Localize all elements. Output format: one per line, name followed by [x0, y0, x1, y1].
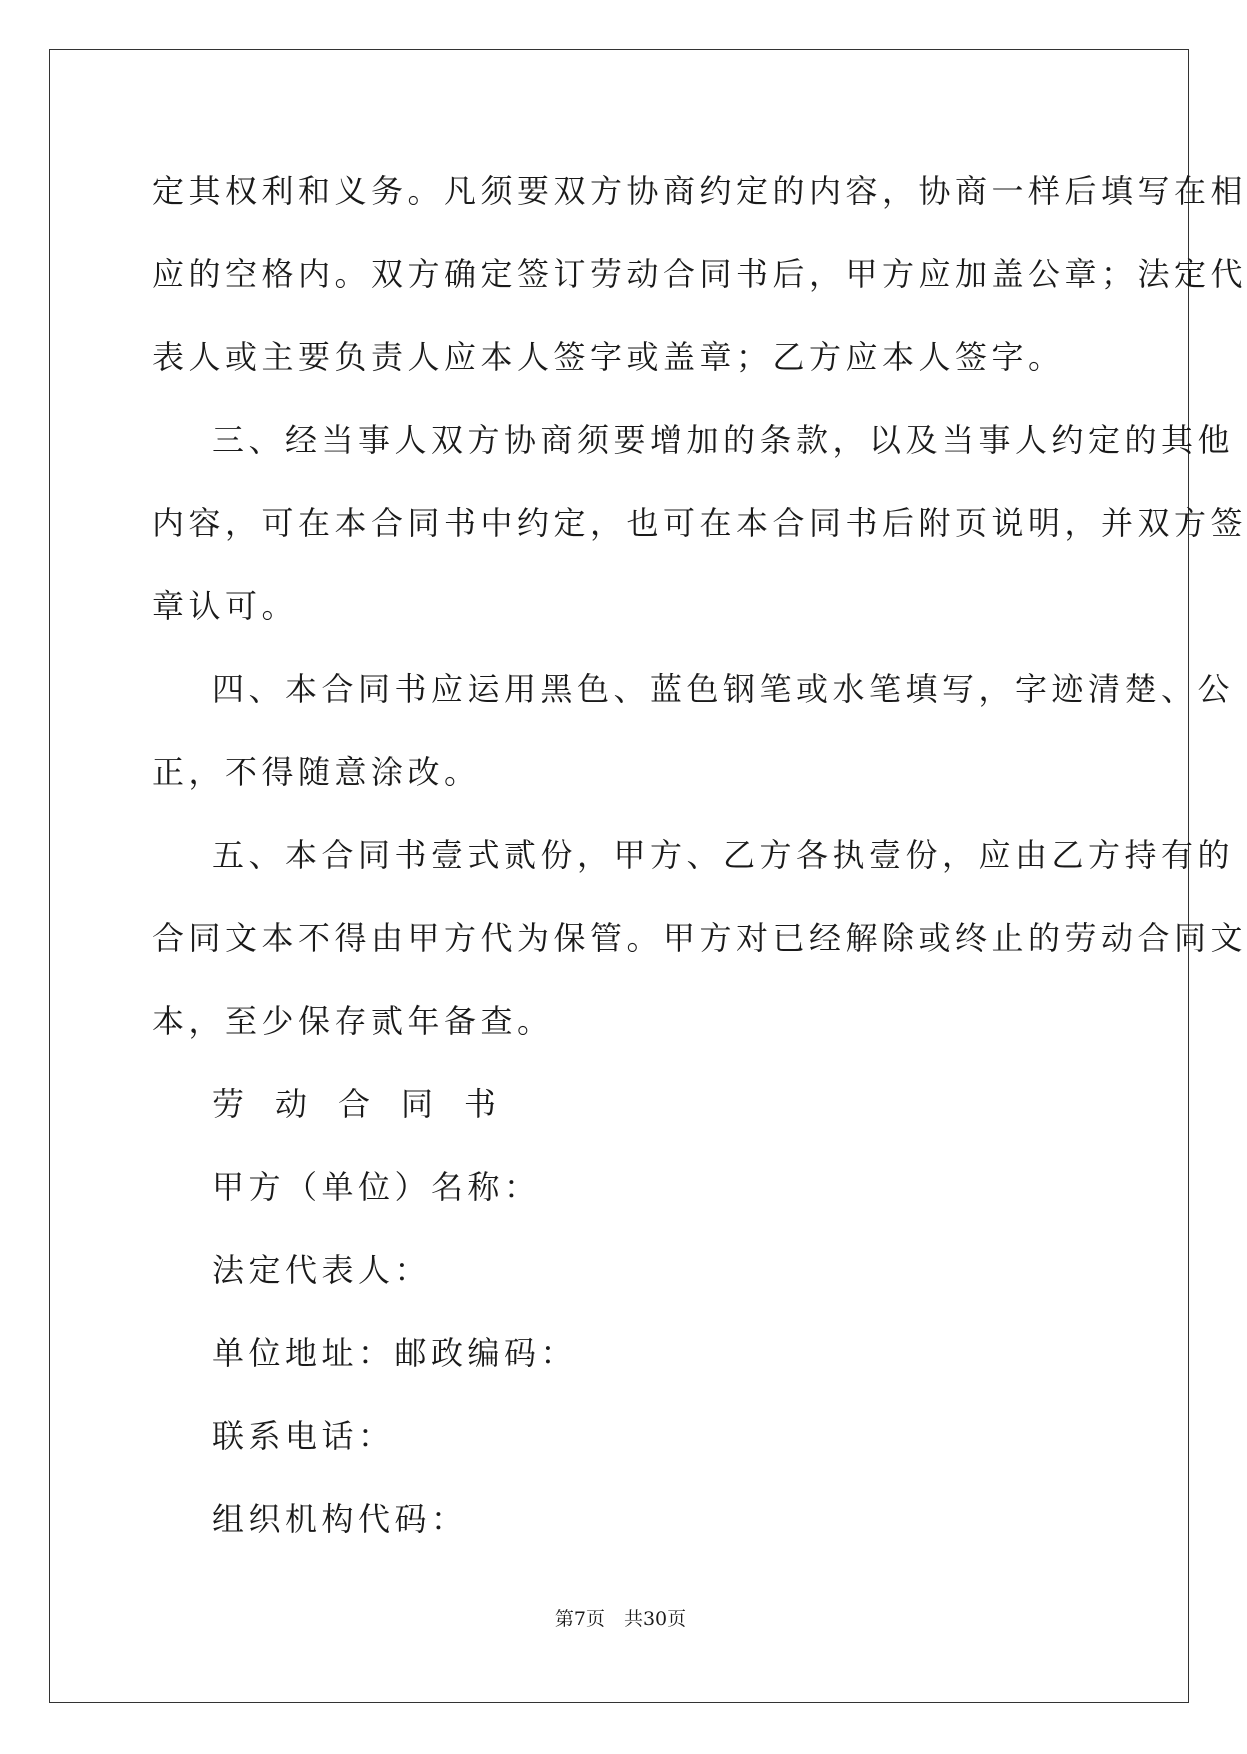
paragraph-line: 正，不得随意涂改。: [152, 753, 481, 791]
form-field-org-code: 组织机构代码：: [212, 1500, 468, 1538]
paragraph-line: 合同文本不得由甲方代为保管。甲方对已经解除或终止的劳动合同文: [152, 919, 1247, 957]
paragraph-line: 本，至少保存贰年备查。: [152, 1002, 554, 1040]
document-body: [152, 165, 1247, 1576]
form-field-phone: 联系电话：: [212, 1417, 395, 1455]
form-field-company-name: 甲方（单位）名称：: [212, 1168, 541, 1206]
paragraph-line: 应的空格内。双方确定签订劳动合同书后，甲方应加盖公章；法定代: [152, 255, 1247, 293]
page-number-text: 第7页 共30页: [554, 1608, 687, 1630]
paragraph-line: 表人或主要负责人应本人签字或盖章；乙方应本人签字。: [152, 338, 1065, 376]
paragraph-line: 三、经当事人双方协商须要增加的条款，以及当事人约定的其他: [212, 421, 1235, 459]
paragraph-line: 四、本合同书应运用黑色、蓝色钢笔或水笔填写，字迹清楚、公: [212, 670, 1235, 708]
contract-title: 劳动合同书: [212, 1085, 528, 1123]
paragraph-line: 内容，可在本合同书中约定，也可在本合同书后附页说明，并双方签: [152, 504, 1247, 542]
page-number-footer: [0, 1604, 1241, 1631]
paragraph-line: 章认可。: [152, 587, 299, 625]
form-field-address-postcode: 单位地址：邮政编码：: [212, 1334, 578, 1372]
form-field-legal-representative: 法定代表人：: [212, 1251, 432, 1289]
paragraph-line: 定其权利和义务。凡须要双方协商约定的内容，协商一样后填写在相: [152, 172, 1247, 210]
paragraph-line: 五、本合同书壹式贰份，甲方、乙方各执壹份，应由乙方持有的: [212, 836, 1235, 874]
